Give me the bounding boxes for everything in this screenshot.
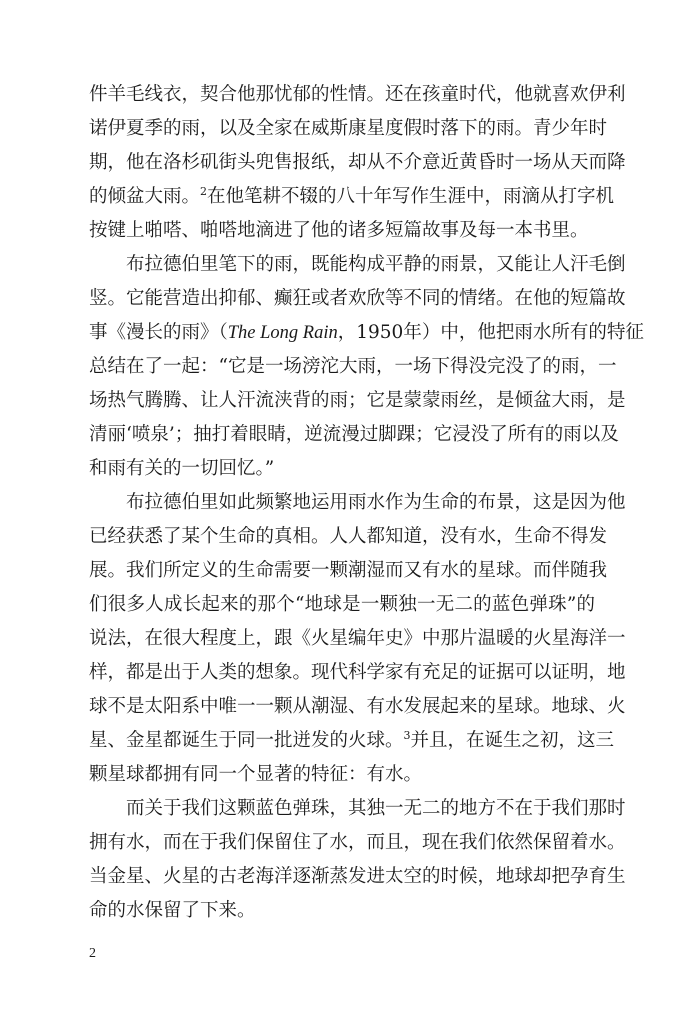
page-number: 2 <box>89 946 96 961</box>
body-text <box>89 78 644 928</box>
text-line: 竖。它能营造出抑郁、癫狂或者欢欣等不同的情绪。在他的短篇故 <box>89 288 626 309</box>
text-line: 和雨有关的一切回忆。” <box>89 458 275 479</box>
text-line: 场热气腾腾、让人汗流浃背的雨；它是蒙蒙雨丝，是倾盆大雨，是 <box>89 390 626 411</box>
paragraph-2 <box>89 248 644 486</box>
text-line: 展。我们所定义的生命需要一颗潮湿而又有水的星球。而伴随我 <box>89 560 608 581</box>
text-line: 们很多人成长起来的那个“地球是一颗独一无二的蓝色弹珠”的 <box>89 594 595 615</box>
text-line: 期，他在洛杉矶街头兜售报纸，却从不介意近黄昏时一场从天而降 <box>89 152 626 173</box>
text-run: 的倾盆大雨。 <box>89 186 201 207</box>
text-run: 并且，在诞生之初，这三 <box>410 730 615 751</box>
text-line: 拥有水，而在于我们保留住了水，而且，现在我们依然保留着水。 <box>89 832 626 853</box>
paragraph-3 <box>89 486 626 792</box>
english-title: The Long Rain <box>227 323 338 343</box>
text-line: 颗星球都拥有同一个显著的特征：有水。 <box>89 764 423 785</box>
text-line: 已经获悉了某个生命的真相。人人都知道，没有水，生命不得发 <box>89 526 608 547</box>
text-line: 命的水保留了下来。 <box>89 900 256 921</box>
text-line: 当金星、火星的古老海洋逐渐蒸发进太空的时候，地球却把孕育生 <box>89 866 626 887</box>
footnote-ref-3: 3 <box>403 728 411 742</box>
text-run: 在他笔耕不辍的八十年写作生涯中，雨滴从打字机 <box>207 186 615 207</box>
text-run: 事《漫长的雨》（ <box>89 322 228 343</box>
text-line: 清丽‘喷泉’；抽打着眼睛，逆流漫过脚踝；它浸没了所有的雨以及 <box>89 424 619 445</box>
text-line: 说法，在很大程度上，跟《火星编年史》中那片温暖的火星海洋一 <box>89 628 626 649</box>
text-line: 布拉德伯里如此频繁地运用雨水作为生命的布景，这是因为他 <box>126 492 626 513</box>
text-line: 诺伊夏季的雨，以及全家在威斯康星度假时落下的雨。青少年时 <box>89 118 608 139</box>
text-line <box>89 724 615 758</box>
text-line <box>89 316 644 350</box>
paragraph-4 <box>89 792 626 928</box>
text-line: 样，都是出于人类的想象。现代科学家有充足的证据可以证明，地 <box>89 662 626 683</box>
text-line <box>89 180 615 214</box>
text-line: 而关于我们这颗蓝色弹珠，其独一无二的地方不在于我们那时 <box>126 798 626 819</box>
footnote-ref-2: 2 <box>200 184 208 198</box>
text-run: ，1950年）中，他把雨水所有的特征 <box>337 322 644 343</box>
paragraph-1 <box>89 78 626 248</box>
text-line: 球不是太阳系中唯一一颗从潮湿、有水发展起来的星球。地球、火 <box>89 696 626 717</box>
text-line: 按键上啪嗒、啪嗒地滴进了他的诸多短篇故事及每一本书里。 <box>89 220 589 241</box>
text-line: 件羊毛线衣，契合他那忧郁的性情。还在孩童时代，他就喜欢伊利 <box>89 84 626 105</box>
text-run: 星、金星都诞生于同一批迸发的火球。 <box>89 730 404 751</box>
text-line: 布拉德伯里笔下的雨，既能构成平静的雨景，又能让人汗毛倒 <box>126 254 626 275</box>
text-line: 总结在了一起：“它是一场滂沱大雨，一场下得没完没了的雨，一 <box>89 356 617 377</box>
